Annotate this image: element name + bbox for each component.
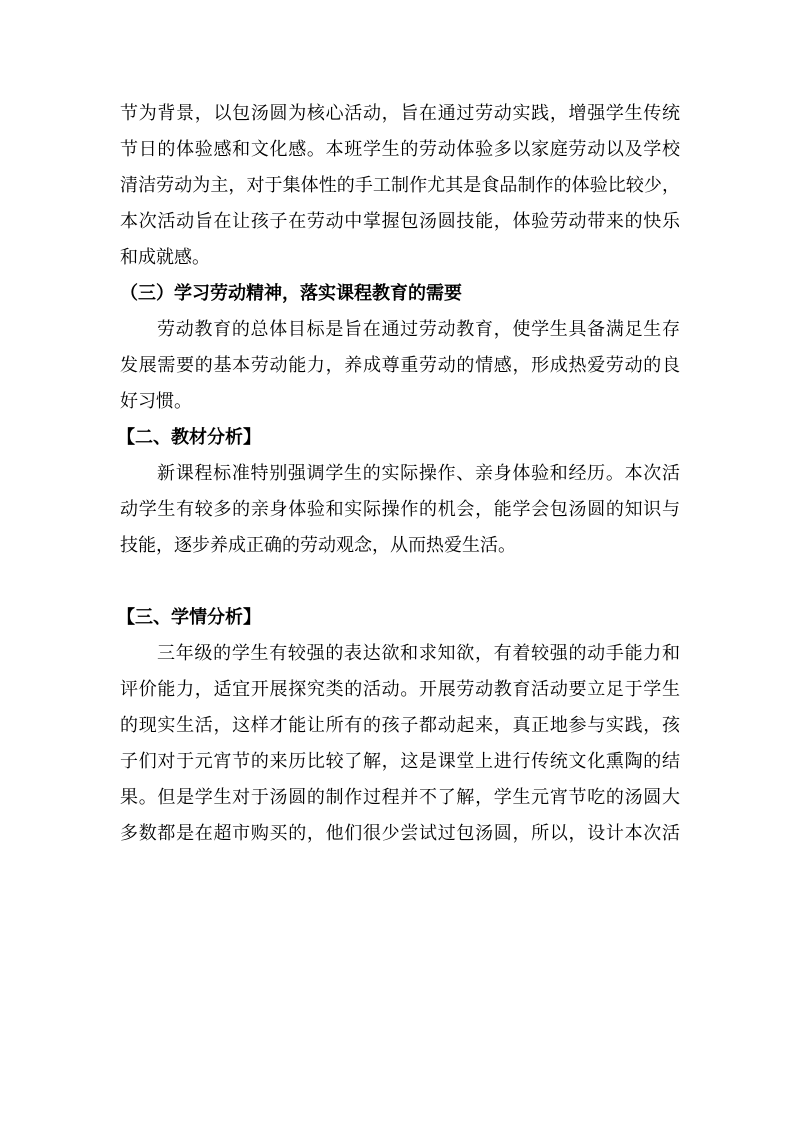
- text-line: 劳动教育的总体目标是旨在通过劳动教育，使学生具备满足生存: [157, 319, 680, 340]
- text-line: 的现实生活，这样才能让所有的孩子都动起来，真正地参与实践，孩: [120, 715, 680, 736]
- text-line: 动学生有较多的亲身体验和实际操作的机会，能学会包汤圆的知识与: [120, 499, 680, 520]
- paragraph-labor-goal: [120, 312, 680, 420]
- text-line: 多数都是在超市购买的，他们很少尝试过包汤圆，所以，设计本次活: [120, 823, 680, 844]
- text-line: 子们对于元宵节的来历比较了解，这是课堂上进行传统文化熏陶的结: [120, 751, 680, 772]
- text-line: 清洁劳动为主，对于集体性的手工制作尤其是食品制作的体验比较少，: [120, 175, 680, 196]
- subheading-labor-spirit: （三）学习劳动精神，落实课程教育的需要: [120, 283, 462, 304]
- section-title-student-analysis: 【三、学情分析】: [117, 607, 261, 628]
- blank-line: [120, 564, 680, 600]
- text-line: 和成就感。: [120, 247, 210, 268]
- section-title-textbook-analysis: 【二、教材分析】: [117, 427, 261, 448]
- text-line: 好习惯。: [120, 391, 192, 412]
- text-line: 果。但是学生对于汤圆的制作过程并不了解，学生元宵节吃的汤圆大: [120, 787, 680, 808]
- text-line: 三年级的学生有较强的表达欲和求知欲，有着较强的动手能力和: [157, 643, 680, 664]
- text-line: 发展需要的基本劳动能力，养成尊重劳动的情感，形成热爱劳动的良: [120, 355, 680, 376]
- text-line: 新课程标准特别强调学生的实际操作、亲身体验和经历。本次活: [157, 463, 680, 484]
- text-line: 本次活动旨在让孩子在劳动中掌握包汤圆技能，体验劳动带来的快乐: [120, 211, 680, 232]
- text-line: 节为背景，以包汤圆为核心活动，旨在通过劳动实践，增强学生传统: [120, 103, 680, 124]
- document-page: [117, 96, 680, 852]
- paragraph-textbook-analysis: [120, 456, 680, 564]
- text-line: 评价能力，适宜开展探究类的活动。开展劳动教育活动要立足于学生: [120, 679, 680, 700]
- text-line: 技能，逐步养成正确的劳动观念，从而热爱生活。: [120, 535, 516, 556]
- paragraph-background: [120, 96, 680, 276]
- text-line: 节日的体验感和文化感。本班学生的劳动体验多以家庭劳动以及学校: [120, 139, 680, 160]
- paragraph-student-analysis: [120, 636, 680, 852]
